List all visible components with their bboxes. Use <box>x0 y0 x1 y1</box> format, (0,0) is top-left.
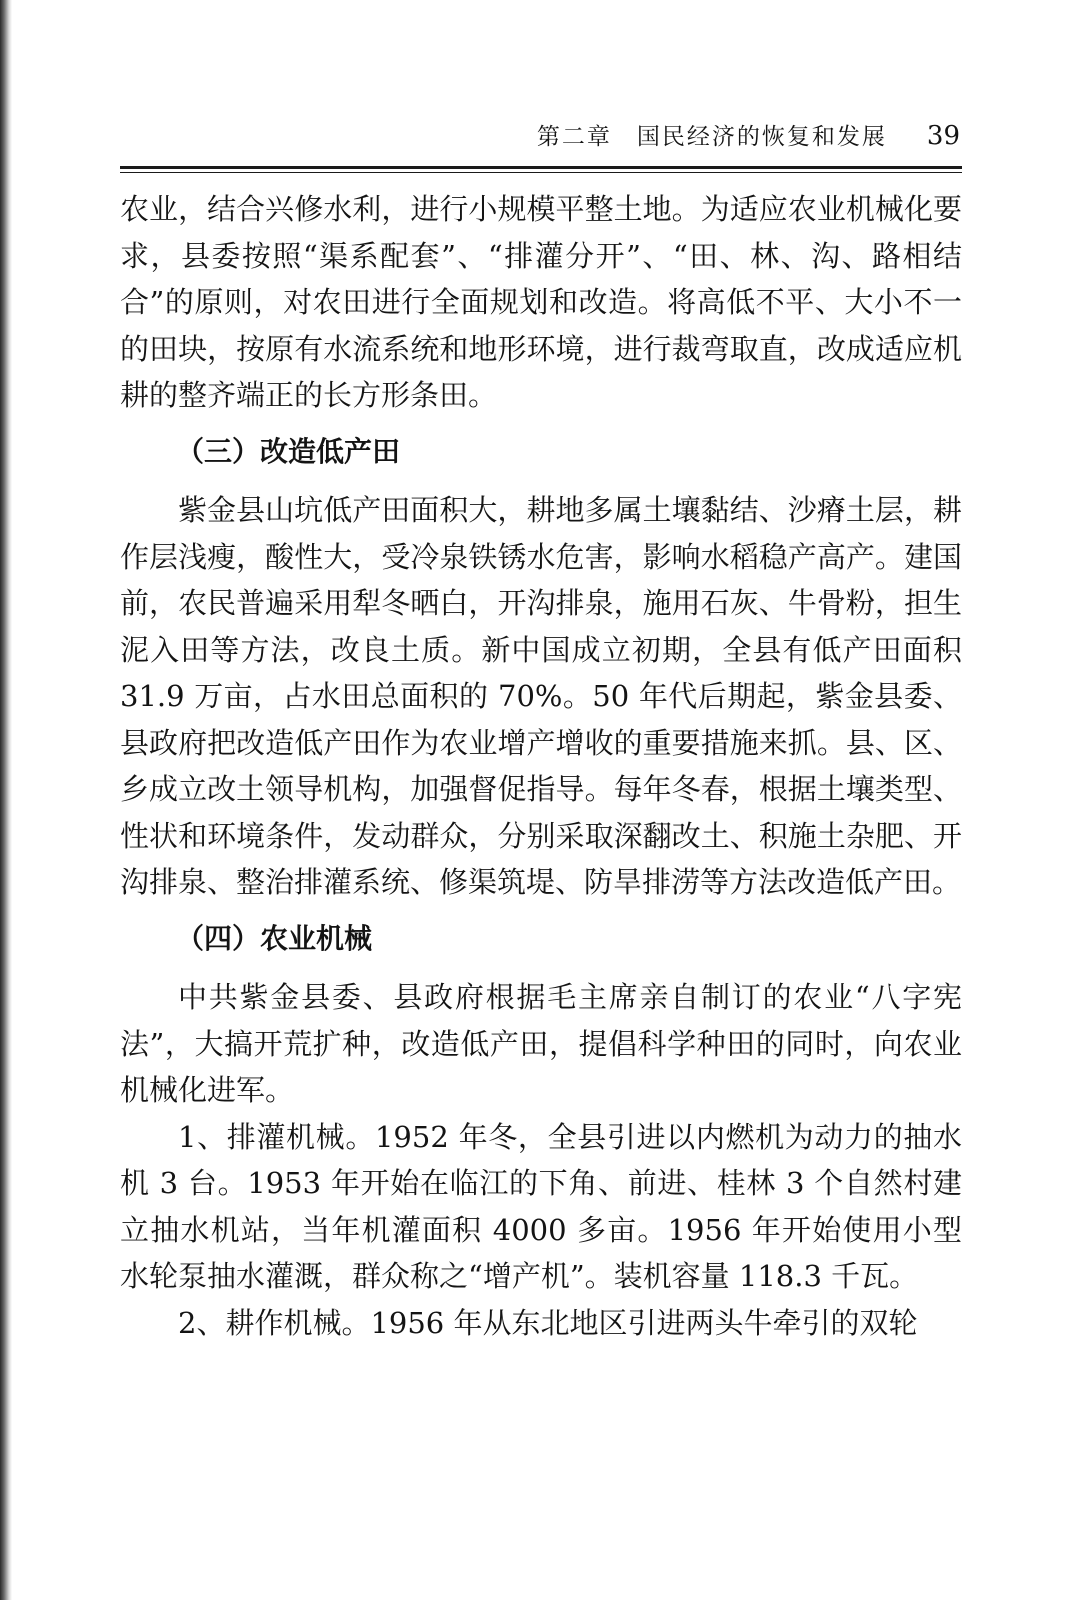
paragraph-farming-machinery: 2、耕作机械。1956 年从东北地区引进两头牛牵引的双轮 <box>178 1305 918 1340</box>
page-number: 39 <box>926 121 960 151</box>
header-rule-thin <box>120 172 962 173</box>
paragraph: 紫金县山坑低产田面积大，耕地多属土壤黏结、沙瘠土层，耕作层浅瘦，酸性大，受冷泉铁锈水危害，影响水稻稳产高产。建国前，农民普遍采用犁冬晒白，开沟排泉，施用石灰、牛骨粉，担生泥入田等方法，改良土质。新中国成立初期，全县有低产田面积 31.9 万亩，占水田总面积的 70%。50 年代后期起，紫金县委、县政府把改造低产田作为农业增产增收的重要措施来抓。县、区、乡成立改土领导机构，加强督促指导。每年冬春，根据土壤类型、性状和环境条件，发动群众，分别采取深翻改土、积施土杂肥、开沟排泉、整治排灌系统、修渠筑堤、防旱排涝等方法改造低产田。 <box>120 493 962 899</box>
running-header <box>120 118 960 151</box>
body-text <box>120 186 962 1346</box>
chapter-title: 第二章 国民经济的恢复和发展 <box>536 124 887 150</box>
paragraph-continued: 农业，结合兴修水利，进行小规模平整土地。为适应农业机械化要求，县委按照“渠系配套”、“排灌分开”、“田、林、沟、路相结合”的原则，对农田进行全面规划和改造。将高低不平、大小不一的田块，按原有水流系统和地形环境，进行裁弯取直，改成适应机耕的整齐端正的长方形条田。 <box>120 192 962 412</box>
header-rule-thick <box>120 166 962 169</box>
book-spine-edge <box>0 0 12 1600</box>
paragraph-irrigation-machinery: 1、排灌机械。1952 年冬，全县引进以内燃机为动力的抽水机 3 台。1953 年开始在临江的下角、前进、桂林 3 个自然村建立抽水机站，当年机灌面积 4000 多亩。1956 年开始使用小型水轮泵抽水灌溉，群众称之“增产机”。装机容量 118.3 千瓦。 <box>120 1119 962 1293</box>
section-heading-agricultural-machinery: （四）农业机械 <box>176 921 373 955</box>
section-heading-low-yield-fields: （三）改造低产田 <box>176 434 401 468</box>
paragraph: 中共紫金县委、县政府根据毛主席亲自制订的农业“八字宪法”，大搞开荒扩种，改造低产田，提倡科学种田的同时，向农业机械化进军。 <box>120 980 962 1107</box>
